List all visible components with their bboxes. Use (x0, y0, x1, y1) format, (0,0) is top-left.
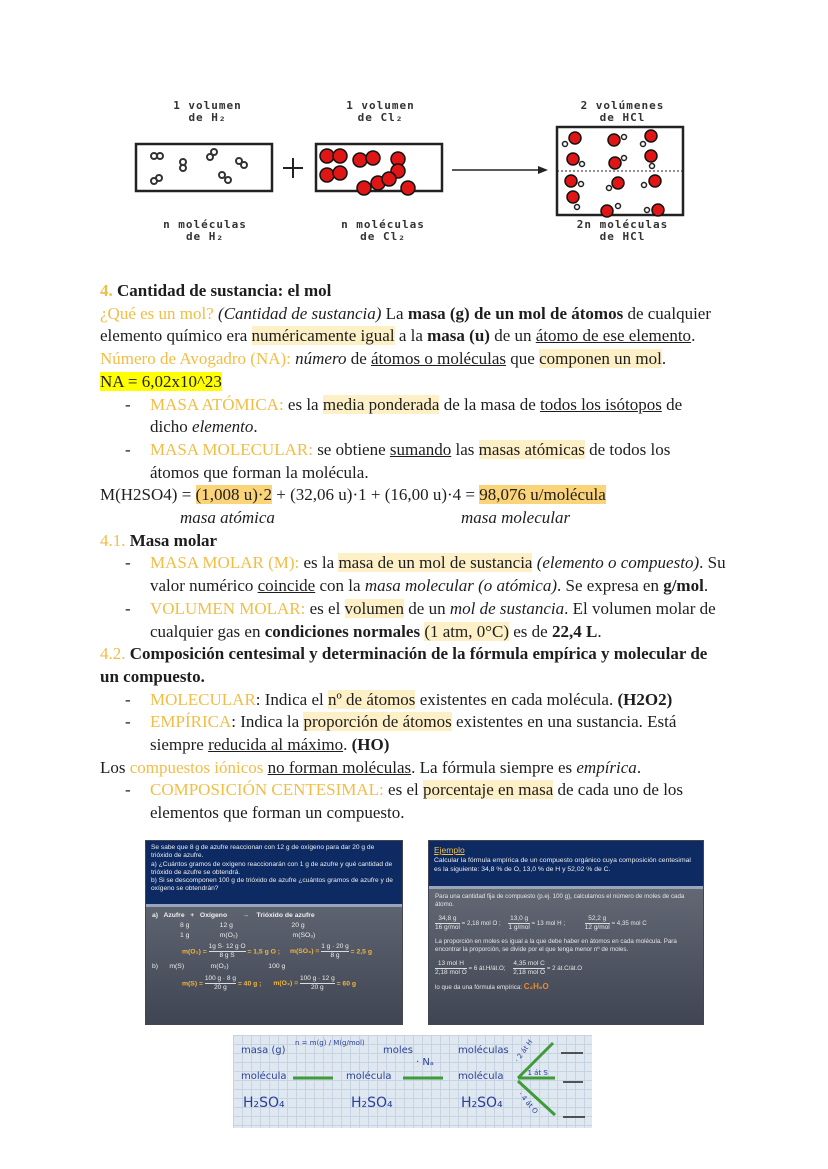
slide-text: Para una cantidad fija de compuesto (p.ej. 100 g), calculamos el número de moles de cada átomo. (435, 893, 685, 908)
fraction: $\frac{34,8 g}{\text{16 g/mol}}$ (435, 915, 460, 931)
text-segment: . (636, 757, 642, 777)
bullet-masa-molar (100, 552, 740, 597)
slide-empirical-example (428, 840, 704, 1025)
text-segment: porcentaje en masa (422, 780, 554, 800)
section-number: 4.1. (100, 530, 126, 550)
fraction (205, 975, 236, 992)
slide-row: 8 g 12 g 20 g (180, 922, 305, 929)
text-segment: MASA MOLAR (M): (150, 553, 300, 573)
text-segment: (elemento o compuesto) (536, 553, 700, 573)
text-segment: (1,008 u)·2 (195, 485, 273, 505)
text-segment: de (346, 349, 371, 369)
slide-row-head: a) Azufre + Oxígeno → Trióxido de azufre (152, 912, 315, 919)
text-segment: mol de sustancia (449, 598, 565, 618)
text-segment: NA = 6,02x10^23 (100, 371, 222, 391)
text-segment: de un (404, 598, 450, 618)
slide-eq-row-b (152, 975, 396, 992)
text-segment: es la (299, 553, 339, 573)
fraction (209, 943, 246, 960)
text-segment: g/mol (663, 576, 704, 596)
text-segment: media ponderada (322, 394, 440, 414)
text-segment: número (295, 349, 347, 369)
calc-result: = 2 át.C/át.O (546, 965, 583, 973)
eq-result: = 2,5 g (350, 948, 372, 956)
document-body (100, 280, 740, 825)
text-segment: de un (489, 326, 536, 346)
numerator: 100 g · 8 g (204, 975, 236, 982)
text-segment: . La fórmula siempre es (411, 757, 577, 777)
text-segment: 98,076 u/molécula (479, 485, 606, 505)
slide-text: lo que da una fórmula empírica: (435, 984, 523, 991)
text-segment: (1 atm, 0°C) (424, 621, 510, 641)
text-segment: . Su (699, 553, 726, 573)
text-segment: es el (305, 598, 345, 618)
text-segment: empírica (576, 757, 637, 777)
text-segment: EMPÍRICA (150, 712, 232, 732)
text-segment: siempre (150, 735, 209, 755)
hw-avogadro: · Nₐ (416, 1057, 434, 1068)
calc-result: = 13 mol H ; (531, 920, 566, 928)
text-segment: existentes en una sustancia. Está (451, 712, 677, 732)
text-segment: a la (394, 326, 428, 346)
hw-moleculas: moléculas (458, 1045, 509, 1056)
text-segment: (Cantidad de sustancia) (218, 303, 382, 323)
text-segment: que (506, 349, 540, 369)
text-segment: : Indica la (231, 712, 304, 732)
text-segment: es de (509, 621, 552, 641)
bullet-composicion-centesimal (100, 779, 740, 824)
eq-label: m(O₂) = (182, 948, 207, 956)
slide-problem: Calcular la fórmula empírica de un compuesto orgánico cuya composición centesimal es la siguiente: 34,8 % de O, 13,0 % de H y 52,02 % de C. (434, 857, 691, 873)
section-title: Cantidad de sustancia: el mol (112, 281, 332, 300)
calc-result: = 4,35 mol C (611, 920, 647, 928)
text-segment: COMPOSICIÓN CENTESIMAL: (150, 780, 384, 800)
bullet-molecular (100, 689, 740, 712)
denominator: 8 g S (219, 952, 235, 959)
text-segment: . (661, 349, 667, 369)
label-masa-atomica: masa atómica (180, 508, 275, 528)
text-segment: condiciones normales (264, 621, 421, 641)
text-segment: (H2O2) (617, 689, 673, 709)
text-segment: MASA MOLECULAR: (150, 439, 313, 459)
denominator: 20 g (214, 984, 227, 991)
text-segment: cualquier gas en (150, 621, 265, 641)
text-segment: ¿Qué es un mol? (100, 303, 214, 323)
avogadro-value (100, 371, 740, 394)
slide-title: Ejemplo (434, 845, 465, 855)
numerator: 1g S· 12 g O (208, 943, 246, 950)
label-masa-molecular: masa molecular (461, 508, 571, 528)
bullet-volumen-molar (100, 598, 740, 643)
text-segment: masas atómicas (478, 439, 585, 459)
slide-azufre-example (145, 840, 403, 1025)
eq-result: = 40 g ; (237, 980, 262, 988)
fraction: $\frac{\text{4,35 mol C}}{\text{2,18 mol O}}$ (513, 960, 546, 976)
text-segment: masa molecular (o atómica) (364, 576, 557, 596)
numerator: 100 g · 12 g (299, 975, 335, 982)
text-segment: elementos que forman un compuesto. (150, 803, 405, 823)
text-segment: : Indica el (255, 689, 328, 709)
hw-h2so4: H₂SO₄ (243, 1095, 285, 1111)
denominator: 20 g (311, 984, 324, 991)
text-segment: es la (283, 394, 323, 414)
fraction: $\frac{52,2 g}{\text{12 g/mol}}$ (584, 915, 610, 931)
h2so4-formula (100, 484, 740, 507)
handwritten-conversion-diagram (233, 1035, 592, 1128)
section-4-2-heading (100, 643, 740, 688)
calc-result: = 6 át.H/át.O; (468, 965, 506, 973)
text-segment: dicho (150, 417, 193, 437)
text-segment: no forman moléculas (267, 757, 412, 777)
text-segment: nº de átomos (328, 689, 416, 709)
text-segment: un compuesto. (100, 666, 205, 686)
label-h2-volume: 1 volumen de H₂ (173, 99, 242, 124)
text-segment: átomo de ese elemento (535, 326, 692, 346)
hw-formula: n = m(g) / M(g/mol) (295, 1039, 365, 1047)
hw-at-o: · 4 át O (516, 1090, 540, 1116)
eq-label: m(S) = (182, 980, 203, 988)
text-segment: coincide (257, 576, 316, 596)
hw-molecula: molécula (458, 1071, 504, 1082)
text-segment: con la (315, 576, 365, 596)
text-segment: de la masa de (439, 394, 540, 414)
text-segment: . (597, 621, 602, 641)
slide-row-b: b) m(S) m(O₂) 100 g (152, 963, 286, 970)
text-segment: . Se expresa en (556, 576, 664, 596)
text-segment: elemento químico era (100, 326, 252, 346)
text-segment: reducida al máximo (208, 735, 344, 755)
text-segment: de todos los (584, 439, 671, 459)
hw-at-s: · 1 át S (523, 1069, 548, 1077)
eq-result: = 60 g (336, 980, 357, 988)
label-n-cl2: n moléculas de Cl₂ (341, 218, 425, 243)
fraction (300, 975, 335, 992)
avogadro-definition (100, 348, 740, 371)
bullet-masa-molecular (100, 439, 740, 484)
hw-h2so4: H₂SO₄ (351, 1095, 393, 1111)
slide-mole-calcs (435, 915, 697, 932)
text-segment: de (661, 394, 683, 414)
text-segment: es el (383, 780, 423, 800)
ionic-compounds-note (100, 757, 740, 780)
hw-masa: masa (g) (241, 1045, 286, 1056)
text-segment: masa (g) de un mol de átomos (407, 303, 624, 323)
text-segment: se obtiene (312, 439, 390, 459)
text-segment: compuestos iónicos (129, 757, 264, 777)
text-segment: 4.2. (100, 644, 126, 664)
fraction: $\frac{13,0 g}{\text{1 g/mol}}$ (508, 915, 530, 931)
numerator: 1 g · 20 g (321, 943, 349, 950)
text-segment: Los (100, 757, 130, 777)
calc-result: = 2,18 mol O ; (461, 920, 501, 928)
label-cl2-volume: 1 volumen de Cl₂ (346, 99, 415, 124)
text-segment: M(H2SO4) = (100, 485, 196, 505)
text-segment: MOLECULAR (150, 689, 256, 709)
text-segment: de cada uno de los (553, 780, 684, 800)
hw-h2so4: H₂SO₄ (461, 1095, 503, 1111)
text-segment: . (253, 417, 258, 437)
text-segment: volumen (344, 598, 405, 618)
slide-question: Se sabe que 8 g de azufre reaccionan con 12 g de oxígeno para dar 20 g de trióxido de azufre. a) ¿Cuántos gramos de oxígeno reaccionarán con 1 g de azufre y qué cantidad de trióxido de azufre se obtendrá. b) Si se descomponen 100 g de trióxido de azufre ¿cuántos gramos de azufre y de oxígeno se obtendrán? (146, 841, 402, 907)
text-segment: (HO) (351, 735, 390, 755)
bullet-empirica (100, 711, 740, 756)
text-segment: masa de un mol de sustancia (338, 553, 533, 573)
plus-icon (283, 158, 303, 178)
text-segment: . El volumen molar de (564, 598, 716, 618)
section-title: Masa molar (125, 530, 218, 550)
eq-result: = 1,5 g O ; (247, 948, 281, 956)
label-n-h2: n moléculas de H₂ (163, 218, 247, 243)
text-segment: componen un mol (539, 349, 662, 369)
label-2n-hcl: 2n moléculas de HCl (576, 218, 669, 243)
fraction: $\frac{\text{13 mol H}}{\text{2,18 mol O}}$ (435, 960, 467, 976)
text-segment: . (691, 326, 696, 346)
text-segment: valor numérico (150, 576, 258, 596)
section-4-heading (100, 280, 740, 303)
eq-label: m(SO₃) = (289, 948, 320, 956)
text-segment: MASA ATÓMICA: (150, 394, 284, 414)
green-arrows (233, 1035, 592, 1128)
label-hcl-volume: 2 volúmenes de HCl (580, 99, 665, 124)
text-segment: existentes en cada molécula. (415, 689, 618, 709)
eq-label: m(O₂) = (273, 980, 299, 988)
text-segment: elemento (192, 417, 254, 437)
slide-text: La proporción en moles es igual a la que debe haber en átomos en cada molécula. Para encontrar la proporción, se divide por el que tenga menor nº de moles. (435, 938, 677, 953)
bullet-masa-atomica (100, 394, 740, 439)
slide-row: 1 g m(O₂) m(SO₃) (180, 932, 316, 939)
molecule-boxes (130, 125, 690, 220)
text-segment: . (703, 576, 709, 596)
slide-ratio-calcs (435, 960, 697, 977)
text-segment: Número de Avogadro (NA): (100, 349, 291, 369)
empirical-formula-result: C₂H₆O (523, 982, 549, 991)
text-segment: VOLUMEN MOLAR: (150, 598, 306, 618)
text-segment: masa (u) (427, 326, 490, 346)
hw-molecula: molécula (241, 1071, 287, 1082)
text-segment: numéricamente igual (251, 326, 395, 346)
fraction (321, 943, 348, 960)
text-segment: de cualquier (623, 303, 711, 323)
slide-eq-row-a (152, 943, 396, 960)
hw-at-h: · 2 át H (513, 1038, 535, 1064)
text-segment: Composición centesimal y determinación de la fórmula empírica y molecular de (125, 644, 708, 664)
text-segment: La (381, 303, 408, 323)
hw-molecula: molécula (346, 1071, 392, 1082)
text-segment: sumando (389, 439, 452, 459)
section-number: 4. (100, 281, 113, 300)
text-segment: proporción de átomos (303, 712, 452, 732)
text-segment: todos los isótopos (540, 394, 662, 414)
denominator: 8 g (330, 952, 340, 959)
formula-labels (100, 507, 740, 530)
section-4-1-heading (100, 530, 740, 553)
mol-definition (100, 303, 740, 348)
text-segment: átomos o moléculas (371, 349, 507, 369)
hw-moles: moles (383, 1045, 413, 1056)
text-segment: + (32,06 u)·1 + (16,00 u)·4 = (272, 485, 480, 505)
text-segment: 22,4 L (551, 621, 598, 641)
text-segment: las (451, 439, 479, 459)
text-segment: átomos que forman la molécula. (150, 462, 369, 482)
text-segment: . (343, 735, 352, 755)
